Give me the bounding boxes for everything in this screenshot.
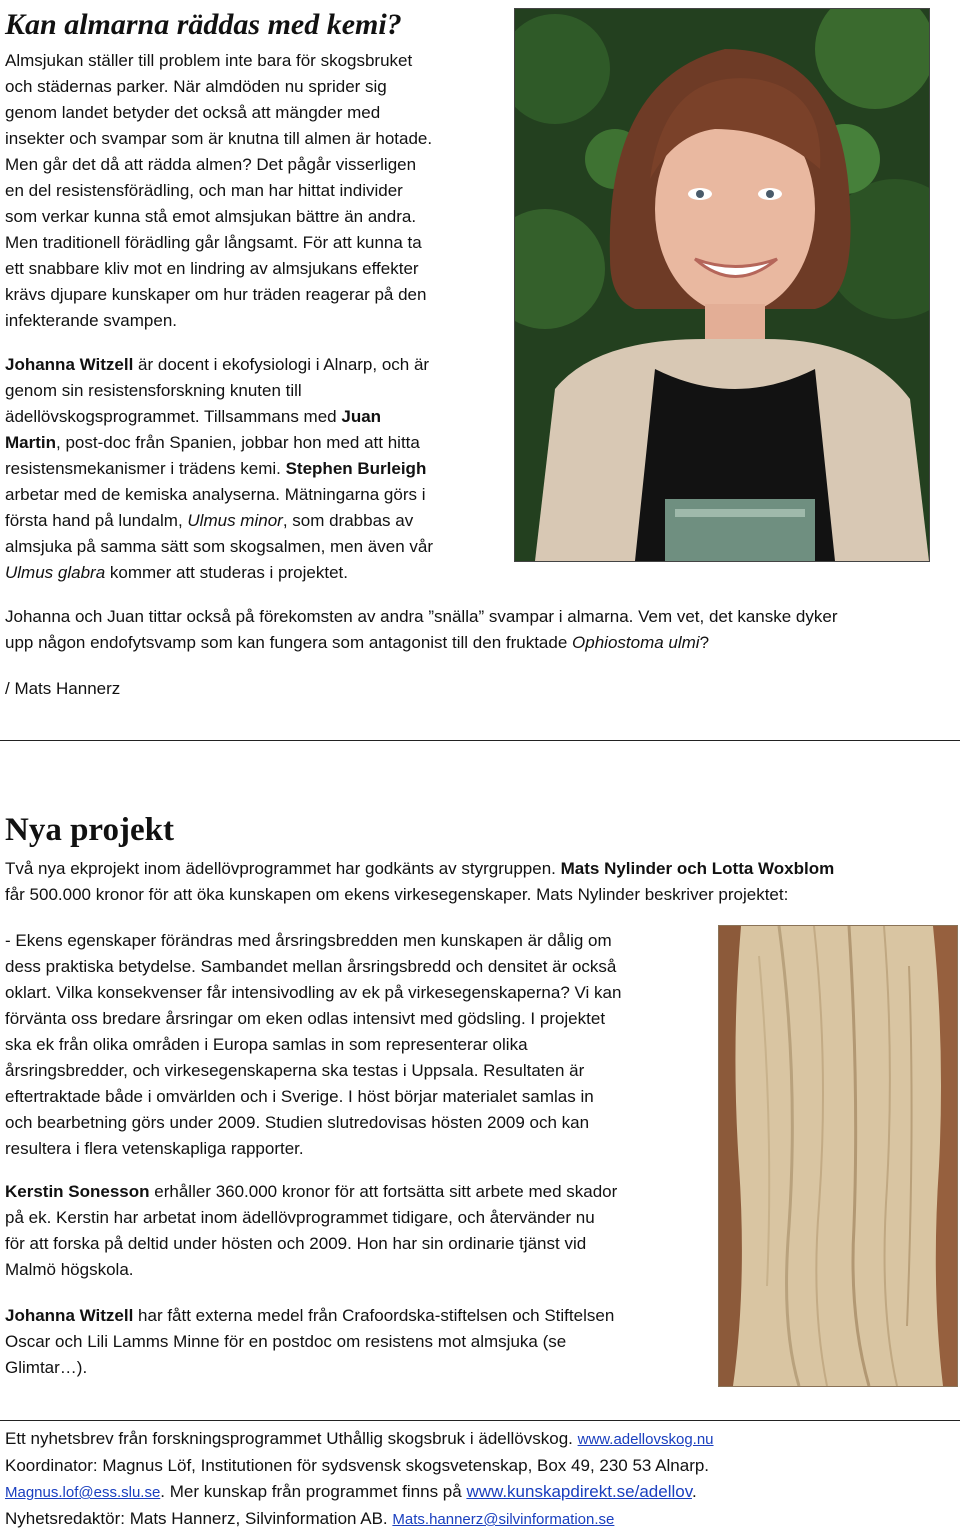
text: arbetar med de kemiska analyserna. Mätningarna görs i [5,485,426,504]
text: får 500.000 kronor för att öka kunskapen om ekens virkesegenskaper. Mats Nylinder beskriver projektet: [5,885,789,904]
person-name: Kerstin Sonesson [5,1182,150,1201]
portrait-photo [514,8,930,562]
text: Malmö högskola. [5,1260,134,1279]
person-name: Johanna Witzell [5,355,134,374]
article2-intro [5,856,955,908]
footer-text: . [691,1482,697,1501]
signature: / Mats Hannerz [5,679,121,698]
oak-wood-photo [718,925,958,1387]
latin-name: Ulmus glabra [5,563,106,582]
intro-line: insekter och svampar som är knutna till almen är hotade. [5,129,433,148]
quote-line: - Ekens egenskaper förändras med årsringsbredden men kunskapen är dålig om [5,931,612,950]
article-title-kan-almarna: Kan almarna räddas med kemi? [5,8,402,41]
person-name: Stephen Burleigh [285,459,427,478]
latin-name: Ulmus minor [187,511,283,530]
intro-line: Men traditionell förädling går långsamt. För att kunna ta [5,233,422,252]
intro-line: genom landet betyder det också att mängder med [5,103,381,122]
intro-line: en del resistensförädling, och man har hittat individer [5,181,403,200]
person-name: Juan [341,407,382,426]
latin-name: Ophiostoma ulmi [572,633,700,652]
footer-text: Ett nyhetsbrev från forskningsprogrammet Uthållig skogsbruk i ädellövskog. [5,1429,578,1448]
quote-line: och bearbetning görs under 2009. Studien slutredovisas hösten 2009 och kan [5,1113,590,1132]
text: kommer att studeras i projektet. [105,563,348,582]
coordinator-email-link[interactable]: Magnus.lof@ess.slu.se [5,1484,161,1501]
person-names: Mats Nylinder och Lotta Woxblom [560,859,835,878]
text: almsjuka på samma sätt som skogsalmen, men även vår [5,537,434,556]
text: är docent i ekofysiologi i Alnarp, och är [133,355,430,374]
intro-line: krävs djupare kunskaper om hur träden reagerar på den [5,285,427,304]
text: , post-doc från Spanien, jobbar hon med att hitta [56,433,420,452]
editor-email-link[interactable]: Mats.hannerz@silvinformation.se [392,1511,615,1528]
intro-line: ett snabbare kliv mot en lindring av almsjukans effekter [5,259,419,278]
article2-witzell-paragraph [5,1303,705,1381]
footer-text: . Mer kunskap från programmet finns på [160,1482,467,1501]
quote-line: oklart. Vilka konsekvenser får intensivodling av ek på virkesegenskaperna? Vi kan [5,983,622,1002]
text: upp någon endofytsvamp som kan fungera som antagonist till den fruktade [5,633,573,652]
quote-line: ska ek från olika områden i Europa samlas in som representerar olika [5,1035,528,1054]
footer-divider [0,1420,960,1421]
quote-line: förvänta oss bredare årsringar om eken odlas intensivt med gödsling. I projektet [5,1009,606,1028]
article1-intro [5,48,505,334]
person-name: Johanna Witzell [5,1306,134,1325]
article2-sonesson-paragraph [5,1179,705,1283]
quote-line: årsringsbredder, och virkesegenskaperna ska testas i Uppsala. Resultaten är [5,1061,585,1080]
intro-line: som verkar kunna stå emot almsjukan bättre än andra. [5,207,417,226]
kunskapdirekt-link[interactable]: www.kunskapdirekt.se/adellov [466,1482,692,1501]
article1-fungi-paragraph [5,604,955,656]
article1-witzell-paragraph [5,352,505,586]
text: ? [699,633,710,652]
quote-line: eftertraktade både i omvärlden och i Sverige. I höst börjar materialet samlas in [5,1087,594,1106]
quote-line: dess praktiska betydelse. Sambandet mellan årsringsbredd och densitet är också [5,957,617,976]
text: ädellövskogsprogrammet. Tillsammans med [5,407,342,426]
quote-line: resultera i flera vetenskapliga rapporter. [5,1139,304,1158]
website-link[interactable]: www.adellovskog.nu [577,1431,714,1448]
text: erhåller 360.000 kronor för att fortsätta sitt arbete med skador [149,1182,618,1201]
article2-quote [5,928,705,1162]
text: Glimtar…). [5,1358,88,1377]
text: Två nya ekprojekt inom ädellövprogrammet har godkänts av styrgruppen. [5,859,561,878]
intro-line: Almsjukan ställer till problem inte bara för skogsbruket [5,51,413,70]
text: Oscar och Lili Lamms Minne för en postdoc om resistens mot almsjuka (se [5,1332,567,1351]
footer [5,1426,955,1533]
intro-line: Men går det då att rädda almen? Det pågår visserligen [5,155,417,174]
person-name: Martin [5,433,56,452]
text: Johanna och Juan tittar också på förekomsten av andra ”snälla” svampar i almarna. Vem vet, det kanske dyker [5,607,838,626]
text: genom sin resistensforskning knuten till [5,381,302,400]
text: resistensmekanismer i trädens kemi. [5,459,286,478]
intro-line: infekterande svampen. [5,311,177,330]
intro-line: och städernas parker. När almdöden nu sprider sig [5,77,387,96]
article-title-nya-projekt: Nya projekt [5,812,174,848]
text: , som drabbas av [282,511,414,530]
text: för att forska på deltid under hösten och 2009. Hon har sin ordinarie tjänst vid [5,1234,587,1253]
section-divider [0,740,960,741]
footer-text: Nyhetsredaktör: Mats Hannerz, Silvinformation AB. [5,1509,393,1528]
text: har fått externa medel från Crafoordska-stiftelsen och Stiftelsen [133,1306,615,1325]
text: första hand på lundalm, [5,511,188,530]
text: på ek. Kerstin har arbetat inom ädellövprogrammet tidigare, och återvänder nu [5,1208,595,1227]
footer-text: Koordinator: Magnus Löf, Institutionen för sydsvensk skogsvetenskap, Box 49, 230 53 Alnarp. [5,1456,710,1475]
